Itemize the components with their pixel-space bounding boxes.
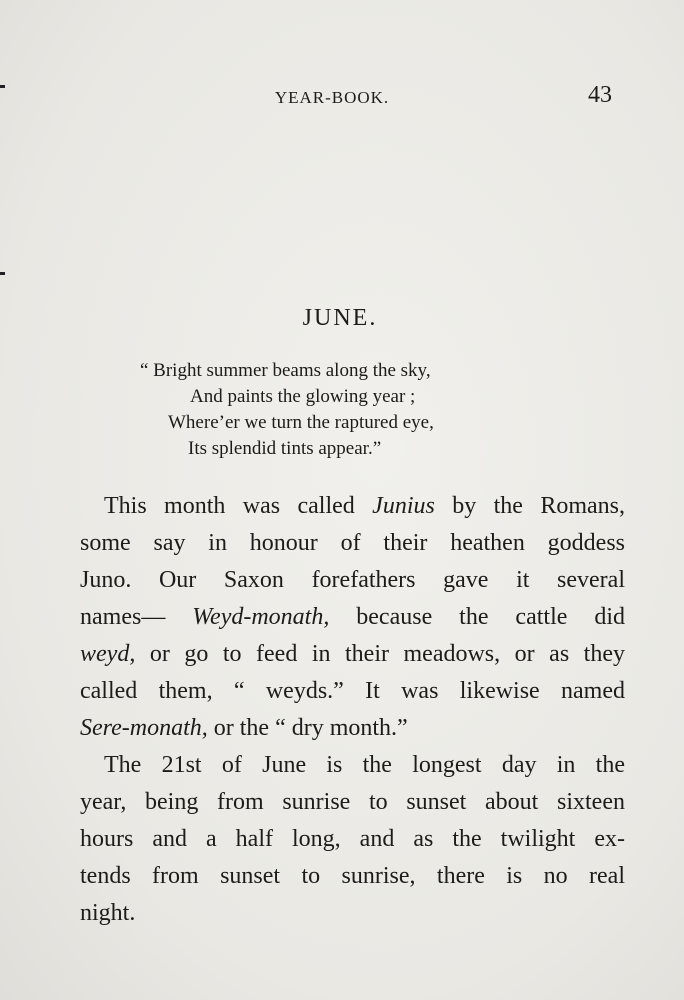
italic-term: weyd, [80, 641, 136, 667]
epigraph-line: Where’er we turn the raptured eye, [168, 412, 434, 433]
paragraph-line: The 21st of June is the longest day in the [104, 752, 625, 778]
chapter-title: JUNE. [302, 305, 378, 331]
running-title: YEAR-BOOK. [274, 88, 390, 107]
page-edge-mark [0, 272, 5, 275]
italic-term: Sere-monath, [80, 715, 208, 741]
paragraph-line: night. [80, 900, 136, 926]
paragraph-line: This month was called Junius by the Romans, [104, 493, 625, 519]
paragraph-line: Sere-monath, or the “ dry month.” [80, 715, 408, 741]
paragraph-line: year, being from sunrise to sunset about sixteen [80, 789, 625, 815]
epigraph-line: Its splendid tints appear.” [188, 438, 382, 459]
paragraph-line: hours and a half long, and as the twilight ex- [80, 826, 625, 852]
italic-term: Junius [372, 493, 435, 519]
paragraph-line: names— Weyd-monath, because the cattle did [80, 604, 625, 630]
epigraph-line: And paints the glowing year ; [190, 386, 416, 407]
body-text [80, 488, 625, 932]
paragraph-line: some say in honour of their heathen goddess [80, 530, 625, 556]
italic-term: Weyd-monath, [192, 604, 330, 630]
paragraph-line: called them, “ weyds.” It was likewise named [80, 678, 625, 704]
page-number: 43 [588, 82, 612, 108]
paragraph-line: tends from sunset to sunrise, there is no real [80, 863, 625, 889]
paragraph-line: Juno. Our Saxon forefathers gave it several [80, 567, 625, 593]
paragraph-line: weyd, or go to feed in their meadows, or as they [80, 641, 625, 667]
epigraph [140, 358, 560, 462]
epigraph-line: “ Bright summer beams along the sky, [140, 360, 431, 381]
